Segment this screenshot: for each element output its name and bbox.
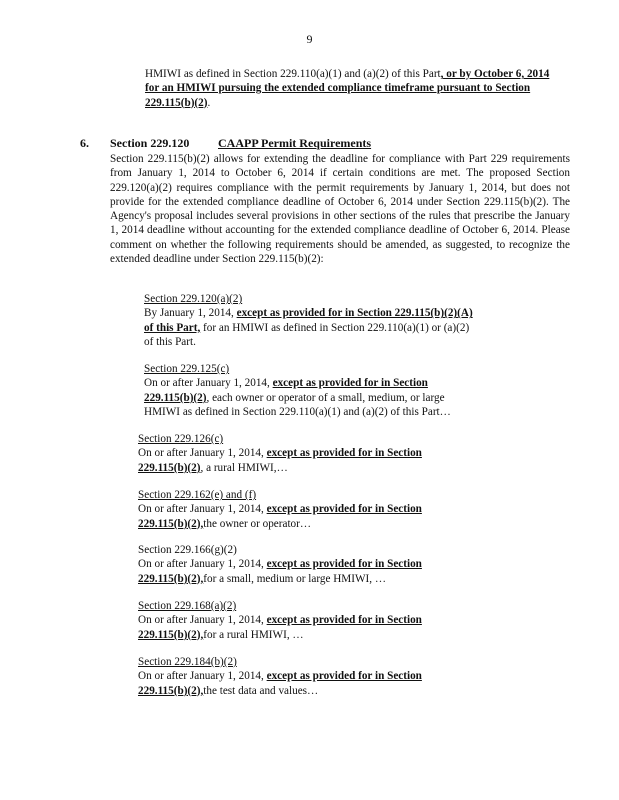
block-line: On or after January 1, 2014, except as provided for in Section xyxy=(144,377,428,390)
block-heading: Section 229.184(b)(2) xyxy=(138,656,237,668)
block-line: 229.115(b)(2),the owner or operator… xyxy=(138,517,312,530)
intro-text: HMIWI as defined in Section 229.110(a)(1) and (a)(2) of this Part xyxy=(145,68,441,80)
block-heading: Section 229.125(c) xyxy=(144,363,230,375)
amendment-block xyxy=(138,432,468,475)
block-line: 229.115(b)(2),for a rural HMIWI, … xyxy=(138,628,304,641)
intro-paragraph xyxy=(145,67,565,110)
block-line: HMIWI as defined in Section 229.110(a)(1) and (a)(2) of this Part… xyxy=(144,406,451,419)
insert-text: 229.115(b)(2) xyxy=(138,461,201,474)
block-line: 229.115(b)(2), each owner or operator of a small, medium, or large xyxy=(144,391,445,404)
block-line: 229.115(b)(2), a rural HMIWI,… xyxy=(138,461,288,474)
page-number: 9 xyxy=(306,32,313,46)
block-heading: Section 229.120(a)(2) xyxy=(144,293,243,305)
insert-text: 229.115(b)(2), xyxy=(138,684,204,697)
block-heading: Section 229.168(a)(2) xyxy=(138,600,237,612)
insert-text: 229.115(b)(2), xyxy=(138,517,204,530)
section-number: 6. xyxy=(80,136,89,150)
insert-text: except as provided for in Section xyxy=(266,503,422,516)
insert-text: of this Part, xyxy=(144,321,201,334)
amendment-block xyxy=(138,655,468,698)
intro-amendment-insert: or by October 6, 2014 for an HMIWI pursuing the extended compliance timeframe pursuant to Section 229.115(b)(2) xyxy=(145,68,550,109)
block-line: On or after January 1, 2014, except as provided for in Section xyxy=(138,558,422,571)
intro-comma-insert: , xyxy=(440,68,444,80)
amendment-block xyxy=(144,362,474,420)
insert-text: 229.115(b)(2), xyxy=(138,628,204,641)
insert-text: 229.115(b)(2) xyxy=(144,391,207,404)
block-line: On or after January 1, 2014, except as provided for in Section xyxy=(138,614,422,627)
block-heading: Section 229.126(c) xyxy=(138,433,224,445)
section-title: CAAPP Permit Requirements xyxy=(218,136,372,150)
amendment-block xyxy=(138,599,468,642)
insert-text: except as provided for in Section xyxy=(266,670,422,683)
block-heading: Section 229.162(e) and (f) xyxy=(138,489,257,501)
section-id: Section 229.120 xyxy=(110,136,190,150)
amendment-block xyxy=(138,543,468,586)
amendment-block xyxy=(138,488,468,531)
block-line: On or after January 1, 2014, except as provided for in Section xyxy=(138,670,422,683)
amendment-block xyxy=(144,292,474,350)
section-body: Section 229.115(b)(2) allows for extending the deadline for compliance with Part 229 requirements from January 1, 2014 to October 6, 2014 if certain conditions are met. The proposed Section 229.120(a)(2) requires compliance with the permit requirements by January 1, 2014, but does not provide for the extended compliance deadline of October 6, 2014 under Section 229.115(b)(2). The Agency's proposal includes several provisions in other sections of the rules that prescribe the January 1, 2014 deadline without accounting for the extended compliance deadline of October 6, 2014. Please comment on whether the following requirements should be amended, as suggested, to recognize the extended deadline under Section 229.115(b)(2): xyxy=(110,153,570,266)
insert-text: except as provided for in Section xyxy=(266,614,422,627)
block-line: of this Part. xyxy=(144,336,196,349)
block-line: 229.115(b)(2),for a small, medium or large HMIWI, … xyxy=(138,572,387,585)
insert-text: except as provided for in Section xyxy=(272,377,428,390)
block-heading: Section 229.166(g)(2) xyxy=(138,544,237,556)
block-line: of this Part, for an HMIWI as defined in Section 229.110(a)(1) or (a)(2) xyxy=(144,321,470,334)
insert-text: except as provided for in Section xyxy=(266,558,422,571)
insert-text: except as provided for in Section 229.115(b)(2)(A) xyxy=(236,307,473,320)
block-line: By January 1, 2014, except as provided for in Section 229.115(b)(2)(A) xyxy=(144,307,473,320)
intro-period: . xyxy=(207,96,211,109)
block-line: 229.115(b)(2),the test data and values… xyxy=(138,684,319,697)
block-line: On or after January 1, 2014, except as provided for in Section xyxy=(138,503,422,516)
block-line: On or after January 1, 2014, except as provided for in Section xyxy=(138,447,422,460)
insert-text: 229.115(b)(2), xyxy=(138,572,204,585)
insert-text: except as provided for in Section xyxy=(266,447,422,460)
